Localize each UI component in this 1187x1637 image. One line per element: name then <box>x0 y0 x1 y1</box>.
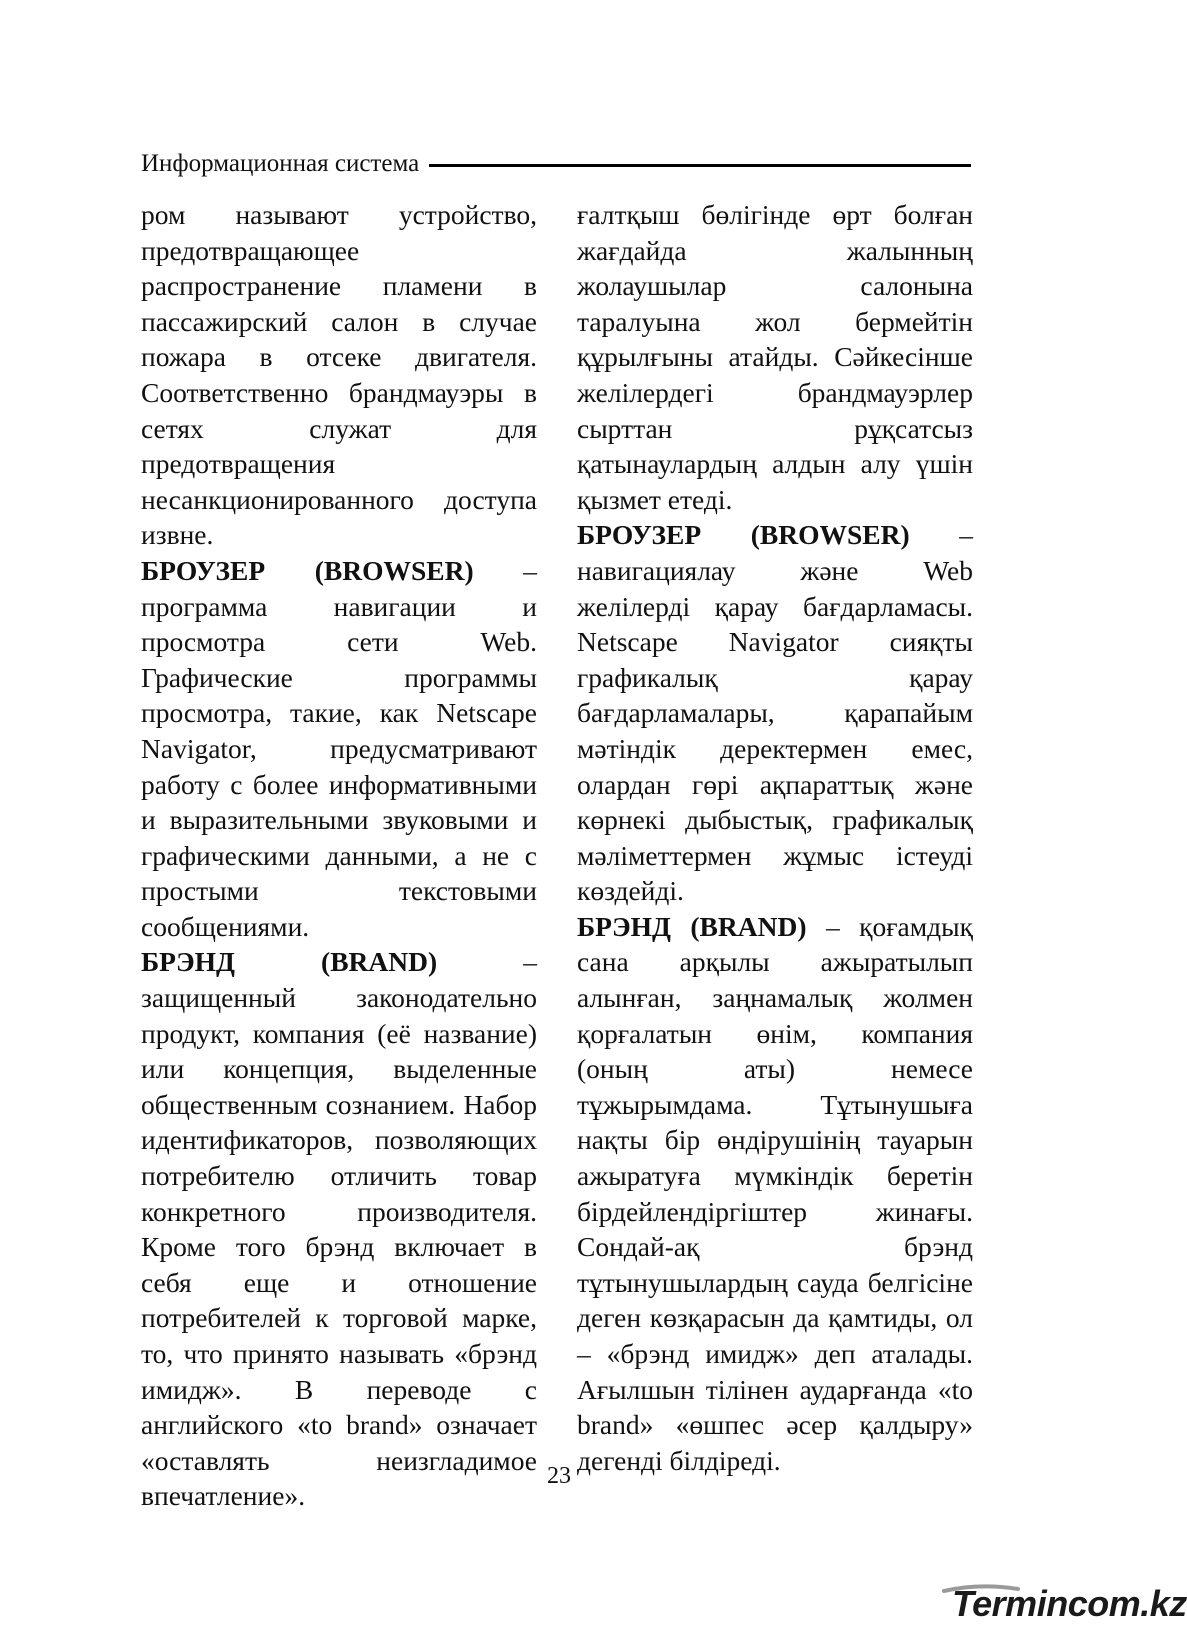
left-column-russian <box>141 197 537 1514</box>
entry-term: БРЭНД (BRAND) <box>577 910 807 942</box>
entry-definition: – защищенный законодательно продукт, компания (её название) или концепция, выделенные общественным сознанием. Набор идентификаторов, позволяющих потребителю отличить товар конкретного производителя. Кроме того брэнд включает в себя еще и отношение потребителей к торговой марке, то, что принято называть «брэнд имидж». В переводе с английского «to brand» означает «оставлять неизгладимое впечатление». <box>141 946 537 1512</box>
entry-term: БРОУЗЕР (BROWSER) <box>141 554 474 586</box>
entry-definition: – навигациялау және Web желілерді қарау бағдарламасы. Netscape Navigator сияқты графикалық қарау бағдарламалары, қарапайым мәтіндік деректермен емес, олардан гөрі ақпараттық және көрнекі дыбыстық, графикалық мәліметтермен жұмыс істеуді көздейді. <box>577 519 974 907</box>
watermark-text: Termincom.kz <box>952 1583 1187 1624</box>
page-number: 23 <box>547 1463 571 1489</box>
entry-brand-ru <box>141 944 537 1514</box>
header-rule <box>429 164 971 167</box>
entry-browser-kz <box>577 517 973 909</box>
entry-brand-kz <box>577 909 973 1479</box>
paragraph-intro-kz: ғалтқыш бөлігінде өрт болған жағдайда жалынның жолаушылар салонына таралуына жол бермейтін құрылғыны атайды. Сәйкесінше желілердегі брандмауэрлер сырттан рұқсатсыз қатынаулардың алдын алу үшін қызмет етеді. <box>577 199 973 515</box>
entry-term: БРОУЗЕР (BROWSER) <box>577 519 910 551</box>
watermark-logo <box>940 1581 1187 1631</box>
entry-browser-ru <box>141 553 537 945</box>
running-header <box>141 146 971 182</box>
right-column-kazakh <box>577 197 973 1478</box>
entry-definition: – қоғамдық сана арқылы ажыратылып алынған, заңнамалық жолмен қорғалатын өнім, компания (оның аты) немесе тұжырымдама. Тұтынушыға нақты бір өндірушінің тауарын ажыратуға мүмкіндік беретін бірдейлендіргіштер жинағы. Сондай-ақ брэнд тұтынушылардың сауда белгісіне деген көзқарасын да қамтиды, ол – «брэнд имидж» деп аталады. Ағылшын тілінен аударғанда «to brand» «өшпес әсер қалдыру» дегенді білдіреді. <box>577 910 973 1476</box>
paragraph-intro-ru: ром называют устройство, предотвращающее распространение пламени в пассажирский салон в случае пожара в отсеке двигателя. Соответственно брандмауэры в сетях служат для предотвращения несанкционированного доступа извне. <box>141 199 537 551</box>
entry-term: БРЭНД (BRAND) <box>141 946 438 978</box>
entry-definition: – программа навигации и просмотра сети Web. Графические программы просмотра, такие, как Netscape Navigator, предусматривают работу с более информативными и выразительными звуковыми и графическими данными, а не с простыми текстовыми сообщениями. <box>141 554 538 942</box>
running-header-title: Информационная система <box>141 150 420 177</box>
